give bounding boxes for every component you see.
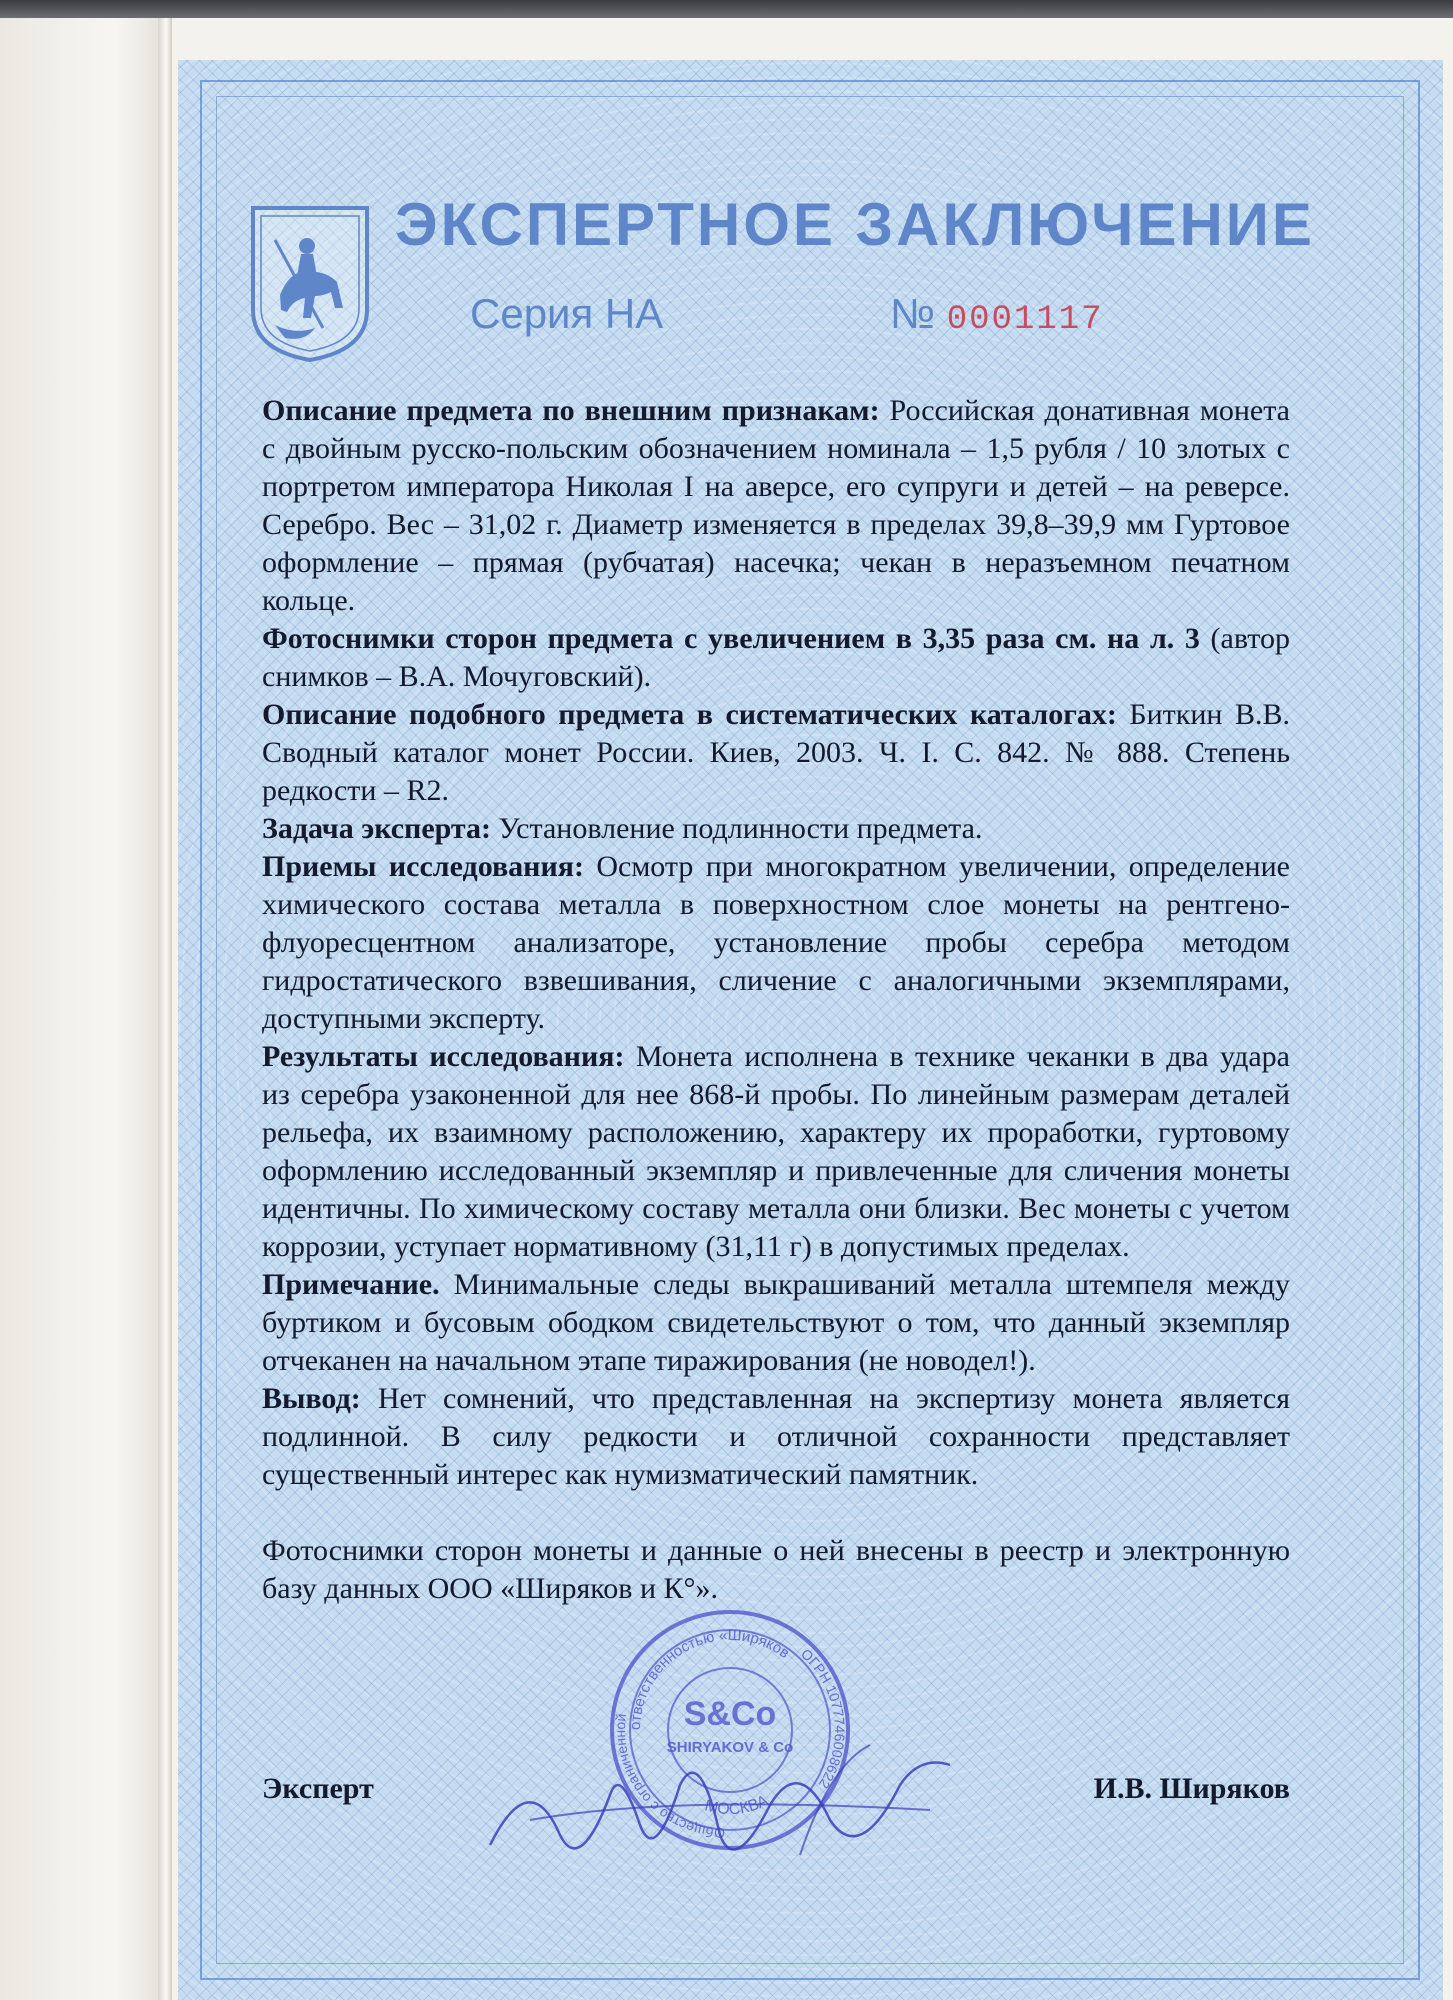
stamp-center-text: SHIRYAKOV & Co xyxy=(666,1739,794,1756)
section-catalogs xyxy=(262,696,1290,810)
number-sign: № xyxy=(890,290,936,337)
document-title: ЭКСПЕРТНОЕ ЗАКЛЮЧЕНИЕ xyxy=(395,191,1315,258)
left-page xyxy=(0,18,165,2000)
section-description xyxy=(262,392,1290,620)
section-label: Описание подобного предмета в систематических каталогах: xyxy=(262,698,1117,731)
section-note xyxy=(262,1266,1290,1380)
section-text: Монета исполнена в технике чеканки в два удара из серебра узаконенной для нее 868-й пробы. По линейным размерам деталей рельефа, их взаимному расположению, характеру их проработки, гуртовому оформлению исследованный экземпляр и привлеченные для сличения монеты идентичны. По химическому составу металла они близки. Вес монеты с учетом коррозии, уступает нормативному (31,11 г) в допустимых пределах. xyxy=(262,1040,1290,1263)
stamp-top-text: ответственностью «Ширяков xyxy=(626,1626,793,1731)
section-methods xyxy=(262,848,1290,1038)
expert-label: Эксперт xyxy=(262,1772,374,1805)
handwritten-signature xyxy=(470,1725,970,1885)
series-line xyxy=(470,290,1104,339)
moscow-coat-of-arms-icon xyxy=(245,200,375,365)
section-text: Биткин В.В. Сводный каталог монет России. Киев, 2003. Ч. I. С. 842. № 888. Степень редкости – R2. xyxy=(262,698,1290,807)
series-label: Серия НА xyxy=(470,290,664,337)
stamp-right-text: ОГРН 1077746008622 xyxy=(797,1645,848,1792)
section-label: Фотоснимки сторон предмета с увеличением в 3,35 раза см. на л. 3 xyxy=(262,622,1200,655)
expert-name: И.В. Ширяков xyxy=(1093,1772,1290,1805)
footer-note: Фотоснимки сторон монеты и данные о ней внесены в реестр и электронную базу данных ООО «Ширяков и К°». xyxy=(262,1534,1290,1605)
section-label: Приемы исследования: xyxy=(262,850,584,883)
section-label: Результаты исследования: xyxy=(262,1040,625,1073)
certificate-body xyxy=(262,392,1290,1608)
section-label: Примечание. xyxy=(262,1268,440,1301)
stamp-monogram: S&Co xyxy=(683,1695,777,1733)
section-text: Осмотр при многократном увеличении, определение химического состава металла в поверхностном слое монеты на рентгено-флуоресцентном анализаторе, установление пробы серебра методом гидростатического взвешивания, сличение с аналогичными экземплярами, доступными эксперту. xyxy=(262,850,1290,1035)
section-text: Установление подлинности предмета. xyxy=(491,812,983,845)
section-text: Минимальные следы выкрашиваний металла штемпеля между буртиком и бусовым ободком свидетельствуют о том, что данный экземпляр отчеканен на начальном этапе тиражирования (не новодел!). xyxy=(262,1268,1290,1377)
serial-number: 0001117 xyxy=(946,301,1104,339)
section-conclusion xyxy=(262,1380,1290,1494)
section-label: Задача эксперта: xyxy=(262,812,492,845)
section-text: Нет сомнений, что представленная на экспертизу монета является подлинной. В силу редкости и отличной сохранности представляет существенный интерес как нумизматический памятник. xyxy=(262,1382,1290,1491)
section-photos xyxy=(262,620,1290,696)
section-text: (автор снимков – В.А. Мочуговский). xyxy=(262,622,1290,693)
section-label: Вывод: xyxy=(262,1382,361,1415)
section-task xyxy=(262,810,1290,848)
section-label: Описание предмета по внешним признакам: xyxy=(262,394,880,427)
section-text: Российская донативная монета с двойным русско-польским обозначением номинала – 1,5 рубля / 10 злотых с портретом императора Николая I на аверсе, его супруги и детей – на реверсе. Серебро. Вес – 31,02 г. Диаметр изменяется в пределах 39,8–39,9 мм Гуртовое оформление – прямая (рубчатая) насечка; чекан в неразъемном печатном кольце. xyxy=(262,394,1290,617)
certificate-number xyxy=(890,290,1104,339)
section-results xyxy=(262,1038,1290,1266)
scanner-edge xyxy=(0,0,1453,18)
page-fold xyxy=(158,18,172,2000)
stamp-bottom-text: МОСКВА xyxy=(702,1792,772,1819)
stamp-left-text: Общество с ограниченной xyxy=(611,1712,726,1842)
